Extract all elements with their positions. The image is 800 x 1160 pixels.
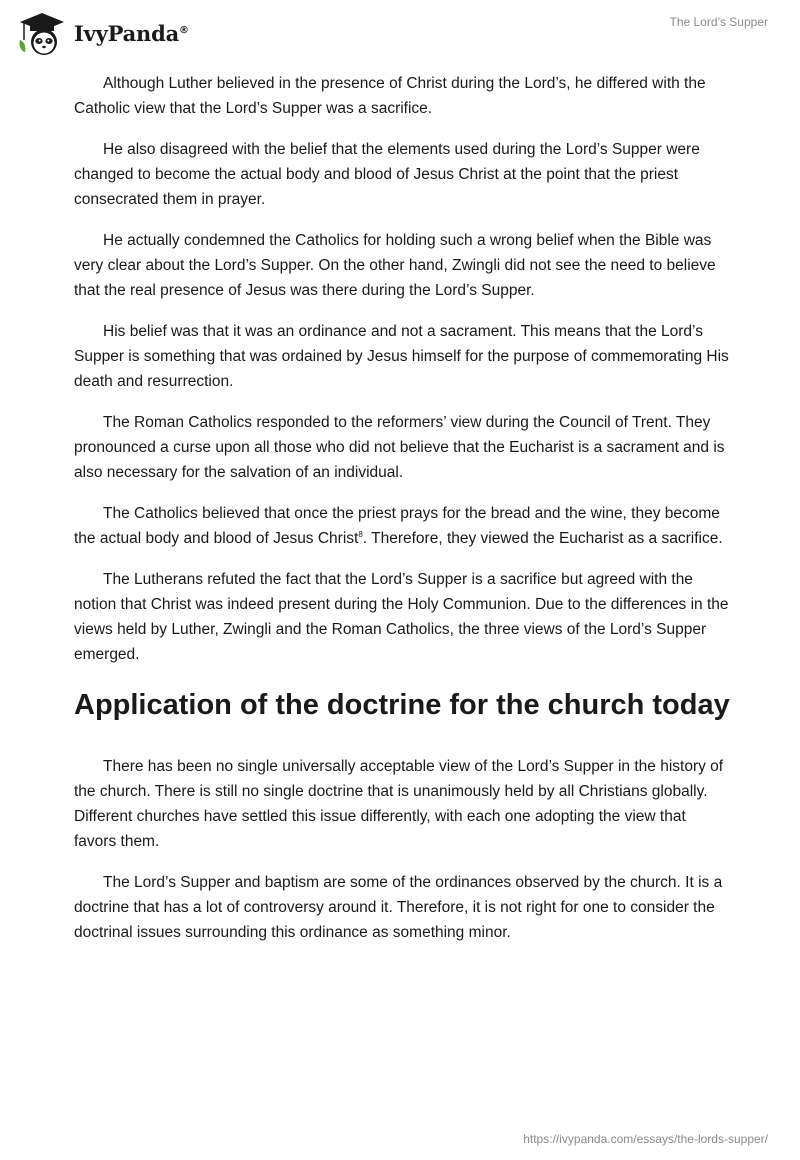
registered-mark: ® [179,24,189,36]
paragraph: Although Luther believed in the presence of Christ during the Lord’s, he differed with the Catholic view that the Lord’s Supper was a sacrifice. [74,75,706,117]
essay-body [74,71,730,961]
paragraph-with-footnote [74,501,730,551]
paragraph: The Lutherans refuted the fact that the Lord’s Supper is a sacrifice but agreed with the notion that Christ was indeed present during the Holy Communion. Due to the differences in the views held by Luther, Zwingli and the Roman Catholics, the three views of the Lord’s Supper emerged. [74,571,729,663]
ivypanda-logo[interactable] [16,10,189,56]
running-title: The Lord’s Supper [669,15,768,29]
paragraph: The Lord’s Supper and baptism are some of the ordinances observed by the church. It is a doctrine that has a lot of controversy around it. Therefore, it is not right for one to consider the doctrinal issues surrounding this ordinance as something minor. [74,874,723,941]
paragraph: He actually condemned the Catholics for holding such a wrong belief when the Bible was very clear about the Lord’s Supper. On the other hand, Zwingli did not see the need to believe that the real presence of Jesus was there during the Lord’s Supper. [74,232,716,299]
section-heading: Application of the doctrine for the church today [74,689,730,721]
paragraph: The Roman Catholics responded to the reformers’ view during the Council of Trent. They pronounced a curse upon all those who did not believe that the Eucharist is a sacrament and is also necessary for the salvation of an individual. [74,414,725,481]
paragraph: His belief was that it was an ordinance and not a sacrament. This means that the Lord’s Supper is something that was ordained by Jesus himself for the purpose of commemorating His death and resurrection. [74,323,729,390]
page-header [0,0,800,60]
paragraph: He also disagreed with the belief that the elements used during the Lord’s Supper were changed to become the actual body and blood of Jesus Christ at the point that the priest consecrated them in prayer. [74,141,700,208]
source-url[interactable]: https://ivypanda.com/essays/the-lords-supper/ [523,1132,768,1146]
paragraph: There has been no single universally acceptable view of the Lord’s Supper in the history of the church. There is still no single doctrine that is unanimously held by all Christians globally. Different churches have settled this issue differently, with each one adopting the view that favors them. [74,758,724,850]
paragraph-text: The Catholics believed that once the priest prays for the bread and the wine, they become the actual body and blood of Jesus Christ [74,505,720,547]
footnote-ref[interactable]: 8 [358,529,363,539]
paragraph-text: . Therefore, they viewed the Eucharist as a sacrifice. [362,530,723,547]
panda-graduate-logo-icon [16,10,68,56]
brand-name: IvyPanda® [74,20,189,46]
